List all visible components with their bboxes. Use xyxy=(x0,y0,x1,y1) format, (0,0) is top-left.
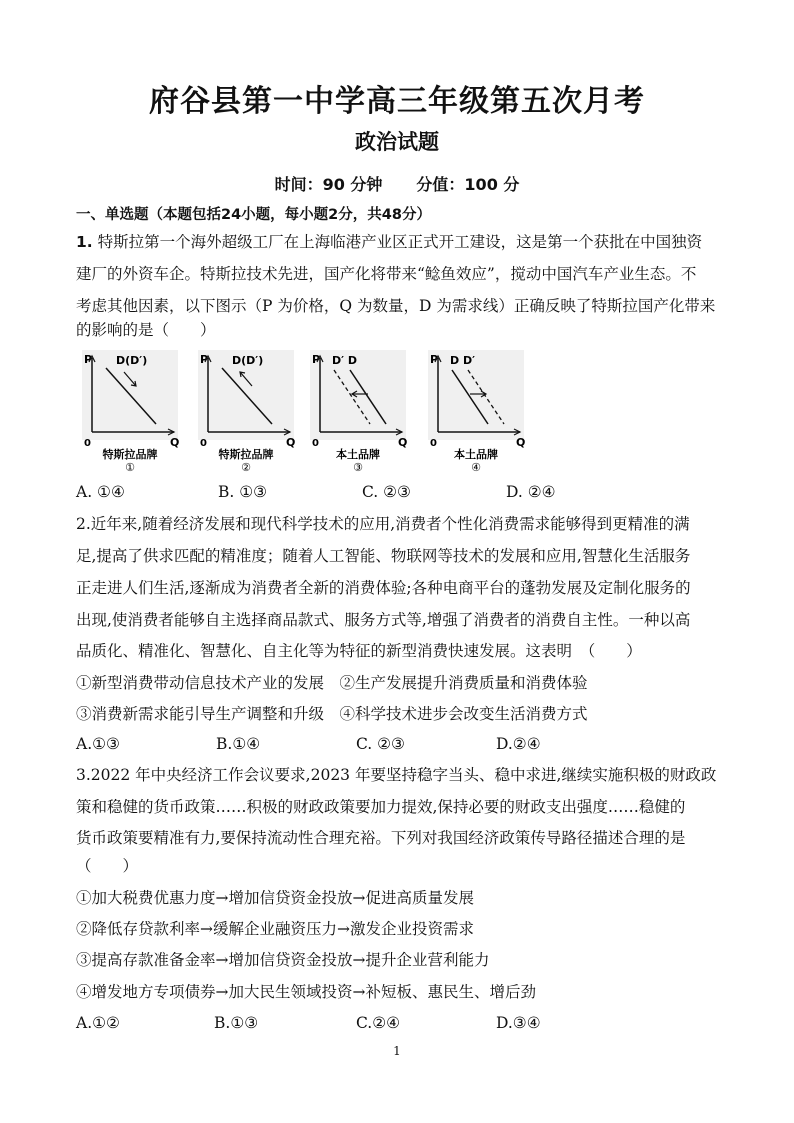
demand-graph-1 xyxy=(82,350,192,474)
exam-subtitle: 政治试题 xyxy=(355,130,439,154)
q3-statement: ④增发地方专项债券→加大民生领域投资→补短板、惠民生、增后劲 xyxy=(76,983,536,1001)
q2-line: 2.近年来,随着经济发展和现代科学技术的应用,消费者个性化消费需求能够得到更精准的满 xyxy=(76,515,690,533)
q-axis-label: Q xyxy=(170,436,180,449)
curve-label: D D′ xyxy=(450,354,475,367)
q1-line: 考虑其他因素，以下图示（P 为价格，Q 为数量，D 为需求线）正确反映了特斯拉国产化带来 xyxy=(76,297,716,315)
q3-line: 策和稳健的货币政策……积极的财政政策要加力提效,保持必要的财政支出强度……稳健的 xyxy=(76,798,686,816)
origin-label: 0 xyxy=(430,438,437,449)
graph-caption: 特斯拉品牌 xyxy=(218,448,274,461)
exam-title: 府谷县第一中学高三年级第五次月考 xyxy=(149,84,645,119)
q2-option-d[interactable]: D.②④ xyxy=(496,735,541,753)
exam-time: 时间：90 分钟 xyxy=(274,175,383,194)
origin-label: 0 xyxy=(84,438,91,449)
graph-caption: 本土品牌 xyxy=(336,448,380,461)
curve-label: D(D′) xyxy=(116,354,148,367)
q2-line: 足,提高了供求匹配的精准度；随着人工智能、物联网等技术的发展和应用,智慧化生活服务 xyxy=(76,547,691,565)
q3-statement: ③提高存款准备金率→增加信贷资金投放→提升企业营利能力 xyxy=(76,951,490,969)
section-title: 一、单选题（本题包括24小题，每小题2分，共48分） xyxy=(76,207,431,223)
q3-option-d[interactable]: D.③④ xyxy=(496,1014,541,1032)
demand-graph-3 xyxy=(310,350,420,474)
exam-score: 分值：100 分 xyxy=(416,175,520,194)
q3-option-a[interactable]: A.①② xyxy=(76,1014,120,1032)
p-axis-label: P xyxy=(312,353,321,366)
q1-line: 1. 特斯拉第一个海外超级工厂在上海临港产业区正式开工建设，这是第一个获批在中国独资 xyxy=(76,233,703,251)
q1-line: 建厂的外资车企。特斯拉技术先进，国产化将带来“鲶鱼效应”，搅动中国汽车产业生态。不 xyxy=(76,265,697,283)
q1-option-c[interactable]: C. ②③ xyxy=(362,483,411,501)
q2-statement: ③消费新需求能引导生产调整和升级 ④科学技术进步会改变生活消费方式 xyxy=(76,705,588,723)
q-axis-label: Q xyxy=(516,436,526,449)
q2-line: 品质化、精准化、智慧化、自主化等为特征的新型消费快速发展。这表明 （ ） xyxy=(76,642,642,660)
q1-number: 1. xyxy=(76,233,93,251)
graph-number: ① xyxy=(125,461,135,474)
curve-label: D(D′) xyxy=(232,354,264,367)
graph-number: ② xyxy=(241,461,251,474)
graph-number: ④ xyxy=(471,461,481,474)
p-axis-label: P xyxy=(84,353,93,366)
p-axis-label: P xyxy=(200,353,209,366)
p-axis-label: P xyxy=(430,353,439,366)
origin-label: 0 xyxy=(312,438,319,449)
q3-statement: ①加大税费优惠力度→增加信贷资金投放→促进高质量发展 xyxy=(76,889,474,907)
q2-option-a[interactable]: A.①③ xyxy=(76,735,120,753)
origin-label: 0 xyxy=(200,438,207,449)
demand-graph-2 xyxy=(198,350,308,474)
q3-line: 货币政策要精准有力,要保持流动性合理充裕。下列对我国经济政策传导路径描述合理的是 xyxy=(76,829,686,847)
q2-line: 正走进人们生活,逐渐成为消费者全新的消费体验;各种电商平台的蓬勃发展及定制化服务的 xyxy=(76,579,691,597)
curve-label: D′ D xyxy=(332,354,357,367)
demand-graph-4 xyxy=(428,350,538,474)
q3-line: （ ） xyxy=(76,857,139,875)
q3-option-c[interactable]: C.②④ xyxy=(356,1014,401,1032)
q-axis-label: Q xyxy=(398,436,408,449)
q-axis-label: Q xyxy=(286,436,296,449)
exam-meta xyxy=(0,172,794,195)
graph-number: ③ xyxy=(353,461,363,474)
q2-option-c[interactable]: C. ②③ xyxy=(356,735,405,753)
q2-option-b[interactable]: B.①④ xyxy=(216,735,261,753)
q1-option-d[interactable]: D. ②④ xyxy=(506,483,556,501)
graph-caption: 特斯拉品牌 xyxy=(102,448,158,461)
page-number: 1 xyxy=(393,1044,401,1058)
q1-option-a[interactable]: A. ①④ xyxy=(76,483,125,501)
q2-statement: ①新型消费带动信息技术产业的发展 ②生产发展提升消费质量和消费体验 xyxy=(76,674,588,692)
q3-line: 3.2022 年中央经济工作会议要求,2023 年要坚持稳字当头、稳中求进,继续实施积极的财政政 xyxy=(76,766,717,784)
q1-line: 的影响的是（ ） xyxy=(76,321,216,339)
q3-statement: ②降低存贷款利率→缓解企业融资压力→激发企业投资需求 xyxy=(76,920,474,938)
graph-caption: 本土品牌 xyxy=(454,448,498,461)
q1-option-b[interactable]: B. ①③ xyxy=(218,483,268,501)
q3-option-b[interactable]: B.①③ xyxy=(214,1014,259,1032)
q2-line: 出现,使消费者能够自主选择商品款式、服务方式等,增强了消费者的消费自主性。一种以高 xyxy=(76,611,691,629)
